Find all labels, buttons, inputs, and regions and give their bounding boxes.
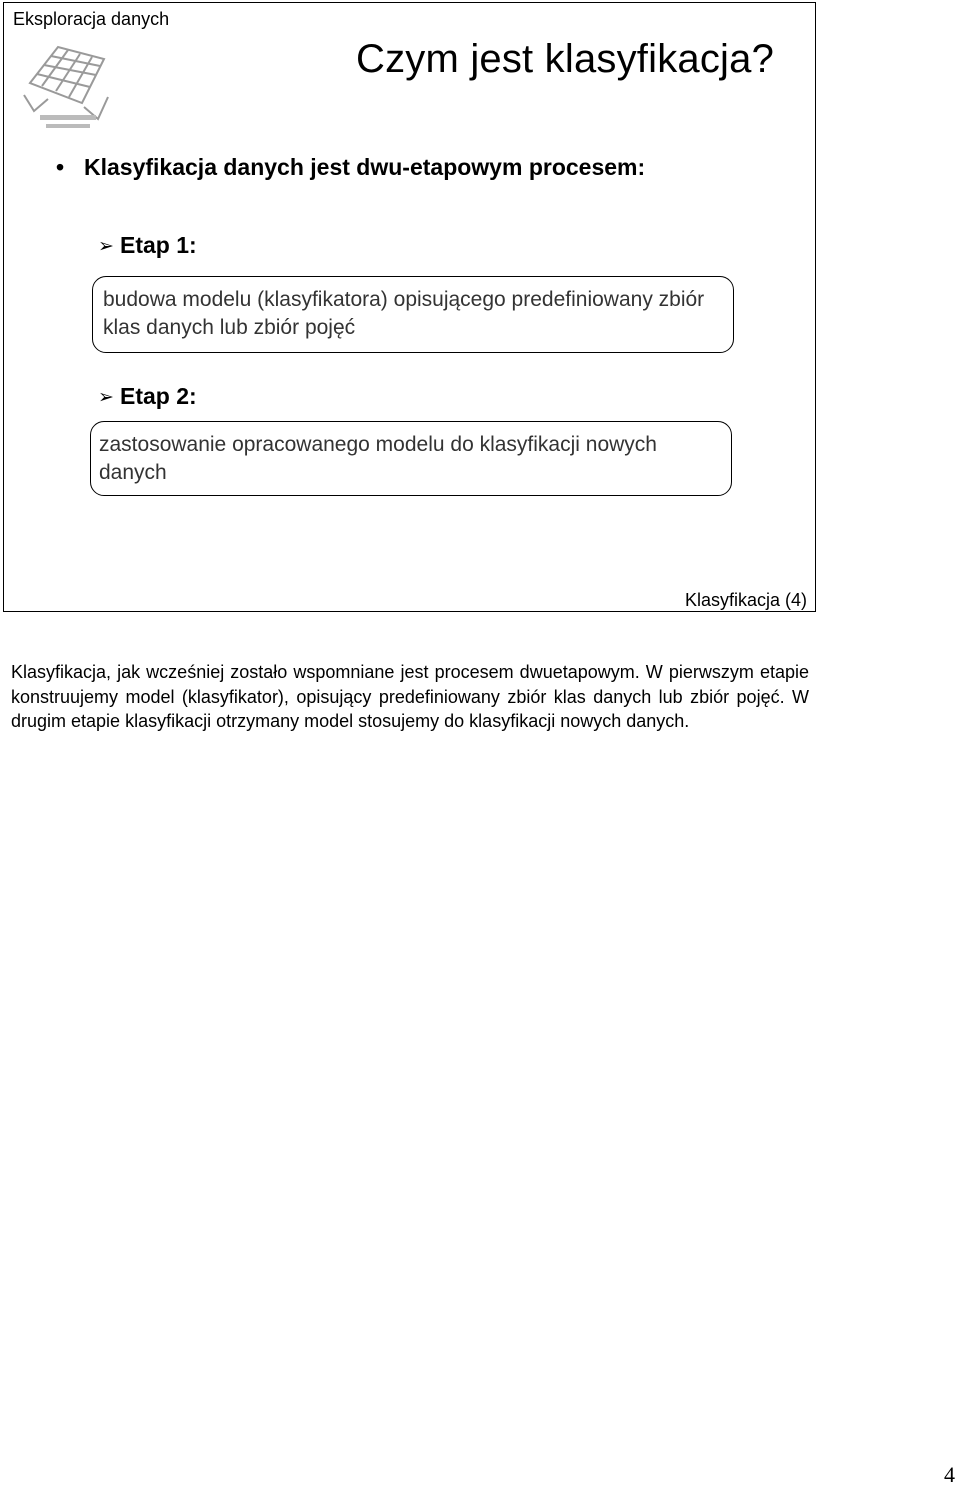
arrow-right-icon: ➢ — [98, 387, 114, 408]
slide-footer: Klasyfikacja (4) — [684, 590, 807, 610]
stage-1-box: budowa modelu (klasyfikatora) opisującego predefiniowany zbiór klas danych lub zbiór pojęć — [92, 276, 734, 353]
course-label: Eksploracja danych — [13, 9, 170, 29]
university-logo-grid-icon — [20, 37, 112, 133]
stage-2-box: zastosowanie opracowanego modelu do klasyfikacji nowych danych — [90, 421, 732, 496]
lecture-notes: Klasyfikacja, jak wcześniej zostało wspomniane jest procesem dwuetapowym. W pierwszym etapie konstruujemy model (klasyfikator), opisujący predefiniowany zbiór klas danych lub zbiór pojęć. W drugim etapie klasyfikacji otrzymany model stosujemy do klasyfikacji nowych danych. — [11, 662, 809, 731]
slide-frame — [3, 2, 816, 612]
bullet-text: Klasyfikacja danych jest dwu-etapowym procesem: — [84, 154, 646, 180]
arrow-right-icon: ➢ — [98, 236, 114, 257]
stage-2-heading: ➢ Etap 2: — [98, 383, 197, 409]
bullet-item — [56, 154, 645, 181]
stage-1-heading: ➢ Etap 1: — [98, 232, 197, 258]
page-number: 4 — [944, 1462, 955, 1487]
bullet-dot-icon: • — [56, 154, 65, 180]
slide-title: Czym jest klasyfikacja? — [356, 37, 775, 81]
